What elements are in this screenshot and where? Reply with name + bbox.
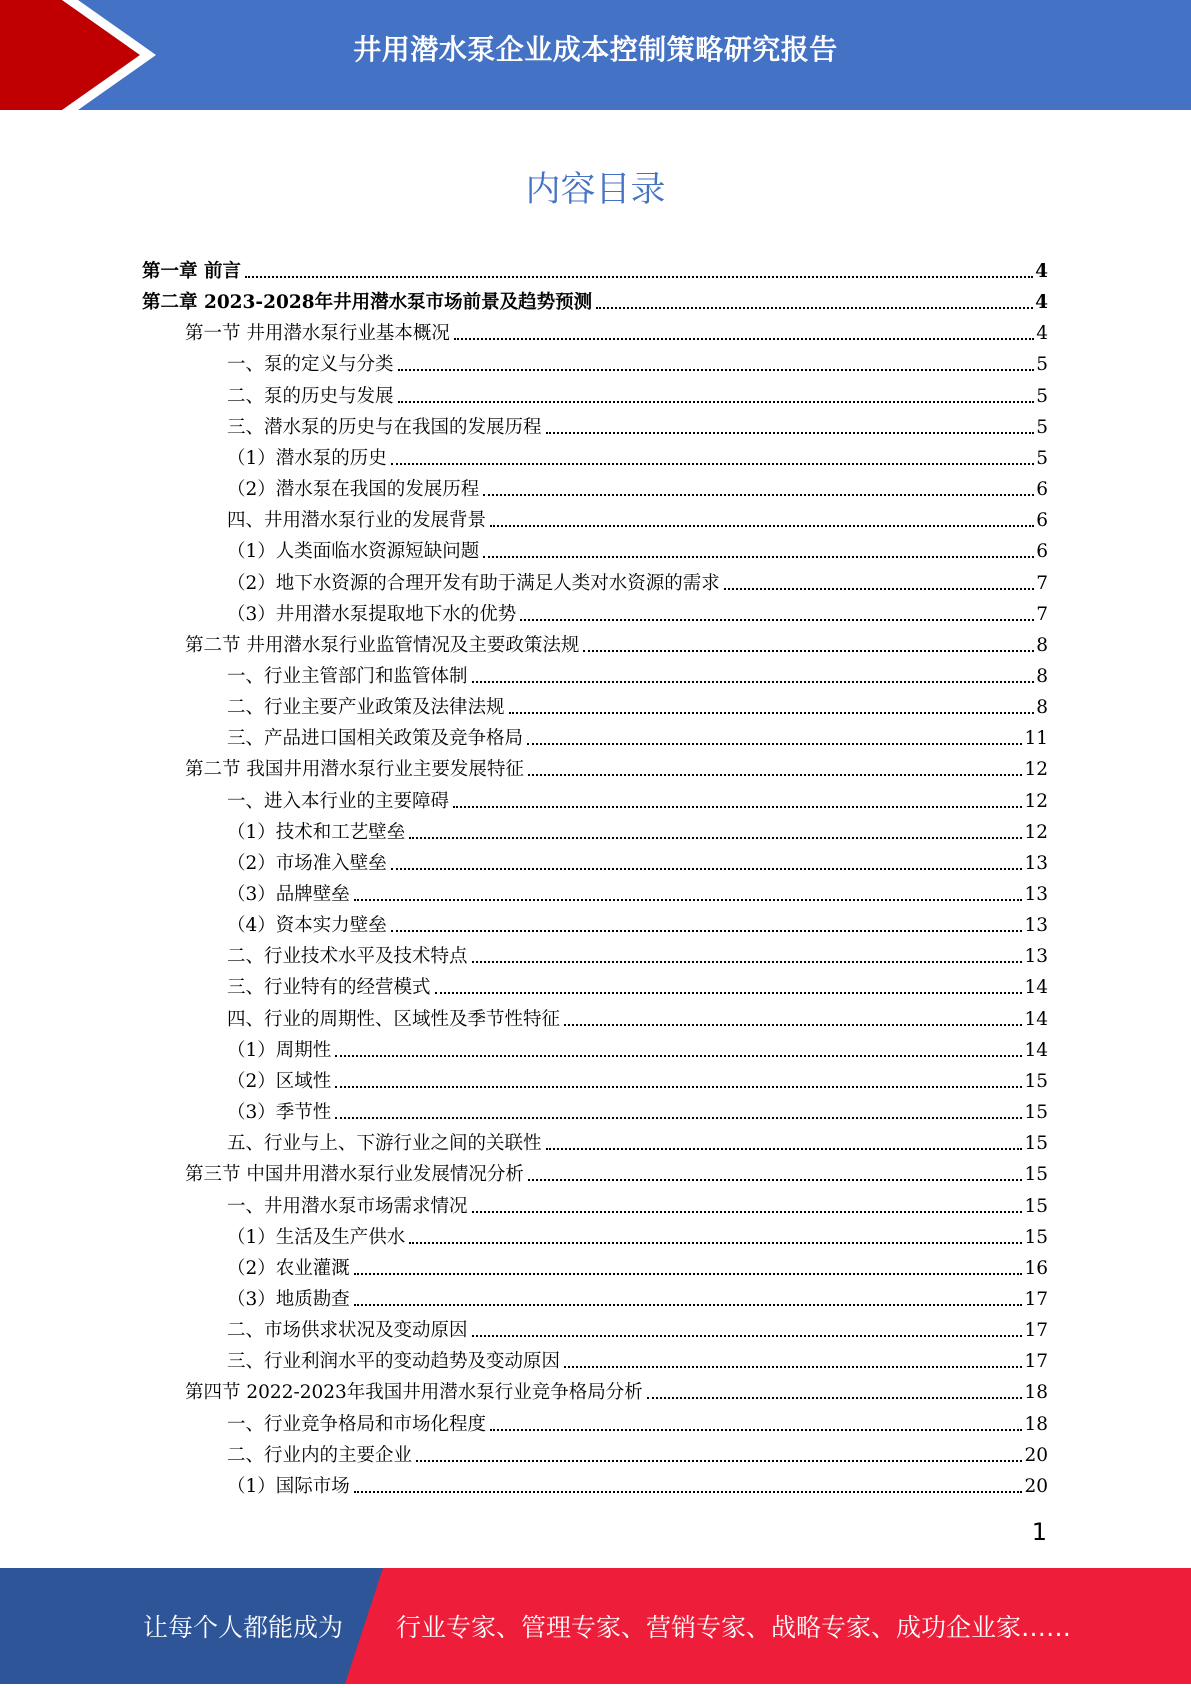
toc-dot-leader [724,587,1034,590]
toc-entry[interactable] [227,564,1048,595]
toc-entry-title: （3）井用潜水泵提取地下水的优势 [227,603,517,625]
toc-entry-title: （1）国际市场 [227,1475,350,1497]
toc-entry-title: 三、行业利润水平的变动趋势及变动原因 [227,1351,561,1373]
toc-entry[interactable] [227,532,1048,563]
toc-entry-title: 三、产品进口国相关政策及竞争格局 [227,728,524,750]
toc-entry-title: 二、行业技术水平及技术特点 [227,946,468,968]
toc-entry-page: 13 [1024,852,1048,874]
toc-dot-leader [354,1272,1023,1275]
toc-dot-leader [527,742,1022,745]
toc-entry-page: 17 [1024,1351,1048,1373]
toc-entry-title: 第二节 我国井用潜水泵行业主要发展特征 [185,759,524,781]
toc-entry-page: 20 [1024,1475,1048,1497]
toc-entry-page: 15 [1024,1070,1048,1092]
toc-entry-title: 第一节 井用潜水泵行业基本概况 [185,323,450,345]
toc-dot-leader [409,1241,1022,1244]
toc-entry[interactable] [227,1311,1048,1342]
toc-entry-title: （2）农业灌溉 [227,1257,350,1279]
toc-dot-leader [335,1085,1022,1088]
toc-entry-title: 二、行业内的主要企业 [227,1444,413,1466]
toc-entry-title: （1）潜水泵的历史 [227,447,387,469]
toc-entry-title: （4）资本实力壁垒 [227,915,387,937]
toc-dot-leader [546,431,1035,434]
toc-dot-leader [528,773,1023,776]
toc-entry[interactable] [227,345,1048,376]
toc-entry-title: 第一章 前言 [142,261,241,282]
toc-entry-title: 二、市场供求状况及变动原因 [227,1320,468,1342]
toc-entry-page: 6 [1036,479,1048,501]
toc-entry-title: 一、行业竞争格局和市场化程度 [227,1413,487,1435]
toc-entry-page: 18 [1024,1413,1048,1435]
toc-dot-leader [335,1054,1022,1057]
toc-entry-title: 第三节 中国井用潜水泵行业发展情况分析 [185,1164,524,1186]
toc-dot-leader [520,618,1034,621]
toc-dot-leader [398,400,1035,403]
toc-entry-title: 五、行业与上、下游行业之间的关联性 [227,1133,542,1155]
toc-entry-title: 三、行业特有的经营模式 [227,977,431,999]
toc-dot-leader [435,991,1023,994]
toc-dot-leader [509,711,1035,714]
toc-entry[interactable] [227,1467,1048,1498]
toc-dot-leader [472,680,1035,683]
toc-entry-page: 5 [1036,354,1048,376]
toc-dot-leader [546,1147,1023,1150]
toc-dot-leader [398,368,1035,371]
toc-entry-page: 13 [1024,946,1048,968]
toc-entry[interactable] [227,1249,1048,1280]
toc-entry-title: （3）品牌壁垒 [227,884,350,905]
toc-entry-title: 第二章 2023-2028年井用潜水泵市场前景及趋势预测 [142,292,593,314]
page-number: 1 [1031,1518,1047,1546]
toc-entry[interactable] [185,1373,1048,1404]
toc-entry-page: 8 [1036,665,1048,687]
toc-entry[interactable] [227,719,1048,750]
toc-entry-page: 20 [1024,1444,1048,1466]
toc-entry[interactable] [227,377,1048,408]
toc-entry-page: 15 [1024,1226,1048,1248]
toc-entry[interactable] [227,408,1048,439]
toc-entry[interactable] [227,1342,1048,1373]
footer-slogan-right: 行业专家、管理专家、营销专家、战略专家、成功企业家…… [396,1613,1072,1642]
toc-entry[interactable] [227,1124,1048,1155]
toc-entry-page: 17 [1024,1288,1048,1310]
toc-dot-leader [583,649,1034,652]
toc-entry[interactable] [227,439,1048,470]
toc-dot-leader [335,1116,1022,1119]
toc-entry[interactable] [142,252,1048,283]
toc-dot-leader [391,867,1023,870]
report-title: 井用潜水泵企业成本控制策略研究报告 [353,33,838,66]
toc-dot-leader [354,1490,1023,1493]
toc-entry-page: 17 [1024,1320,1048,1342]
toc-entry[interactable] [227,688,1048,719]
toc-dot-leader [483,493,1034,496]
toc-entry-title: （1）人类面临水资源短缺问题 [227,541,480,563]
toc-dot-leader [472,1334,1023,1337]
toc-heading: 内容目录 [525,170,666,210]
toc-entry[interactable] [227,1093,1048,1124]
toc-dot-leader [454,337,1034,340]
toc-entry-page: 12 [1024,821,1048,843]
toc-entry-title: （2）区域性 [227,1070,332,1092]
toc-entry-title: （1）技术和工艺壁垒 [227,821,406,843]
toc-entry-page: 15 [1024,1102,1048,1124]
toc-entry-title: （2）市场准入壁垒 [227,852,387,874]
toc-entry-title: 三、潜水泵的历史与在我国的发展历程 [227,416,542,438]
toc-entry[interactable] [227,1062,1048,1093]
toc-entry[interactable] [227,1031,1048,1062]
toc-entry-title: （1）生活及生产供水 [227,1226,406,1248]
toc-dot-leader [483,555,1034,558]
toc-entry-title: （3）季节性 [227,1102,332,1124]
toc-dot-leader [490,524,1034,527]
toc-entry-page: 14 [1024,1039,1048,1061]
toc-dot-leader [416,1459,1022,1462]
toc-entry-page: 18 [1024,1382,1048,1404]
toc-entry-title: 四、行业的周期性、区域性及季节性特征 [227,1008,561,1030]
toc-entry-page: 13 [1024,915,1048,937]
toc-entry-page: 15 [1024,1164,1048,1186]
toc-entry[interactable] [227,1280,1048,1311]
toc-entry[interactable] [227,595,1048,626]
toc-entry-title: 一、行业主管部门和监管体制 [227,665,468,687]
toc-entry[interactable] [227,1405,1048,1436]
toc-entry[interactable] [227,844,1048,875]
toc-entry-page: 5 [1036,447,1048,469]
toc-entry-title: 一、进入本行业的主要障碍 [227,790,450,812]
toc-entry-page: 14 [1024,1008,1048,1030]
toc-entry[interactable] [227,813,1048,844]
toc-entry[interactable] [185,626,1048,657]
toc-entry-page: 4 [1035,261,1048,282]
toc-entry-page: 15 [1024,1133,1048,1155]
toc-entry[interactable] [227,1000,1048,1031]
toc-entry-title: 四、井用潜水泵行业的发展背景 [227,510,487,532]
toc-dot-leader [391,929,1023,932]
toc-dot-leader [528,1178,1023,1181]
toc-entry[interactable] [227,906,1048,937]
toc-entry-page: 16 [1024,1257,1048,1279]
toc-entry-page: 5 [1036,385,1048,407]
footer-slogan-left: 让每个人都能成为 [143,1613,344,1642]
toc-entry-page: 8 [1036,634,1048,656]
toc-dot-leader [354,898,1023,901]
toc-dot-leader [409,836,1022,839]
toc-dot-leader [647,1396,1023,1399]
toc-entry[interactable] [227,782,1048,813]
toc-entry[interactable] [227,875,1048,906]
toc-dot-leader [354,1303,1023,1306]
toc-entry-page: 12 [1024,790,1048,812]
toc-entry[interactable] [185,750,1048,781]
toc-entry-page: 4 [1036,323,1048,345]
toc-entry-page: 8 [1036,697,1048,719]
toc-entry[interactable] [227,937,1048,968]
toc-entry[interactable] [227,470,1048,501]
toc-entry-page: 7 [1036,572,1048,594]
toc-dot-leader [564,1365,1022,1368]
toc-dot-leader [391,462,1034,465]
toc-entry-title: 二、泵的历史与发展 [227,385,394,407]
page-header [0,0,1191,110]
toc-entry[interactable] [227,501,1048,532]
toc-entry-page: 5 [1036,416,1048,438]
toc-entry-page: 11 [1024,728,1048,750]
toc-dot-leader [490,1428,1022,1431]
toc-dot-leader [245,275,1033,278]
toc-entry[interactable] [185,1155,1048,1186]
toc-entry-page: 15 [1024,1195,1048,1217]
toc-dot-leader [453,805,1022,808]
toc-entry-page: 13 [1024,884,1048,905]
toc-entry[interactable] [185,314,1048,345]
toc-entry[interactable] [227,968,1048,999]
toc-dot-leader [472,1210,1023,1213]
toc-dot-leader [564,1023,1022,1026]
toc-entry[interactable] [142,283,1048,314]
toc-dot-leader [596,306,1033,309]
toc-entry-title: （3）地质勘查 [227,1288,350,1310]
toc-entry-title: （2）潜水泵在我国的发展历程 [227,479,480,501]
toc-entry-title: 二、行业主要产业政策及法律法规 [227,697,505,719]
toc-entry[interactable] [227,1218,1048,1249]
page-footer [0,1568,1191,1684]
toc-entry[interactable] [227,1187,1048,1218]
toc-entry-page: 12 [1024,759,1048,781]
toc-dot-leader [472,960,1023,963]
toc-entry-page: 6 [1036,541,1048,563]
toc-entry-page: 14 [1024,977,1048,999]
toc-entry-title: 第四节 2022-2023年我国井用潜水泵行业竞争格局分析 [185,1382,643,1404]
toc-entry-title: 一、泵的定义与分类 [227,354,394,376]
toc-entry-title: 一、井用潜水泵市场需求情况 [227,1195,468,1217]
toc-entry-title: （2）地下水资源的合理开发有助于满足人类对水资源的需求 [227,572,720,594]
toc-entry-title: 第二节 井用潜水泵行业监管情况及主要政策法规 [185,634,580,656]
toc-entry[interactable] [227,1436,1048,1467]
toc-entry-page: 6 [1036,510,1048,532]
toc-entry-page: 4 [1035,292,1048,314]
toc-entry-title: （1）周期性 [227,1039,332,1061]
toc-entry-page: 7 [1036,603,1048,625]
toc-entry[interactable] [227,657,1048,688]
